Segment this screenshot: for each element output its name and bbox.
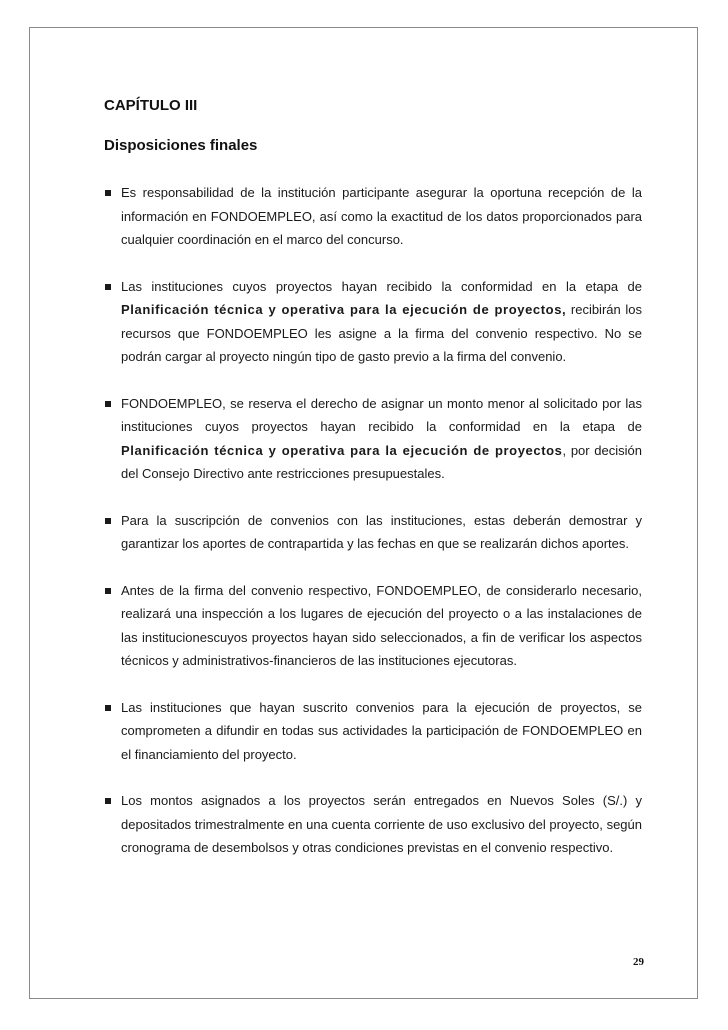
- paragraph-text: recibirán los recursos que FONDOEMPLEO les asigne a la firma del convenio respectivo. No se podrán cargar al proyecto ningún tipo de gasto previo a la firma del convenio.: [121, 302, 642, 364]
- list-item: [104, 275, 642, 369]
- paragraph-text: Las instituciones que hayan suscrito convenios para la ejecución de proyectos, se comprometen a difundir en todas sus actividades la participación de FONDOEMPLEO en el financiamiento del proyecto.: [121, 699, 642, 762]
- list-item: [104, 696, 642, 767]
- provisions-list: [104, 181, 642, 860]
- square-bullet-icon: [105, 401, 111, 407]
- document-body: [104, 96, 642, 883]
- paragraph-text: Antes de la firma del convenio respectivo, FONDOEMPLEO, de considerarlo necesario, realizará una inspección a los lugares de ejecución del proyecto o a las instalaciones de las institucionescuyos proyectos hayan sido seleccionados, a fin de verificar los aspectos técnicos y administrativos-financieros de las instituciones ejecutoras.: [121, 582, 642, 668]
- square-bullet-icon: [105, 518, 111, 524]
- square-bullet-icon: [105, 284, 111, 290]
- page-number: 29: [633, 956, 644, 968]
- paragraph-text: Las instituciones cuyos proyectos hayan recibido la conformidad en la etapa de: [121, 278, 642, 294]
- square-bullet-icon: [105, 705, 111, 711]
- paragraph-text: Es responsabilidad de la institución participante asegurar la oportuna recepción de la información en FONDOEMPLEO, así como la exactitud de los datos proporcionados para cualquier coordinación en el marco del concurso.: [121, 185, 642, 247]
- list-item: [104, 509, 642, 556]
- square-bullet-icon: [105, 588, 111, 594]
- chapter-heading: CAPÍTULO III: [104, 97, 198, 114]
- square-bullet-icon: [105, 798, 111, 804]
- emphasis-text: Planificación técnica y operativa para la ejecución de proyectos,: [121, 302, 567, 317]
- list-item: [104, 579, 642, 673]
- paragraph-text: Los montos asignados a los proyectos serán entregados en Nuevos Soles (S/.) y depositados trimestralmente en una cuenta corriente de uso exclusivo del proyecto, según cronograma de desembolsos y otras condiciones previstas en el convenio respectivo.: [121, 793, 642, 855]
- list-item: [104, 789, 642, 860]
- list-item: [104, 392, 642, 486]
- list-item: [104, 181, 642, 252]
- section-title: Disposiciones finales: [104, 137, 258, 154]
- square-bullet-icon: [105, 190, 111, 196]
- paragraph-text: FONDOEMPLEO, se reserva el derecho de asignar un monto menor al solicitado por las instituciones cuyos proyectos hayan recibido la conformidad en la etapa de: [121, 395, 642, 434]
- emphasis-text: Planificación técnica y operativa para la ejecución de proyectos: [121, 442, 563, 458]
- paragraph-text: , por decisión del Consejo Directivo ante restricciones presupuestales.: [121, 442, 642, 481]
- paragraph-text: Para la suscripción de convenios con las instituciones, estas deberán demostrar y garantizar los aportes de contrapartida y las fechas en que se realizarán dichos aportes.: [121, 512, 642, 551]
